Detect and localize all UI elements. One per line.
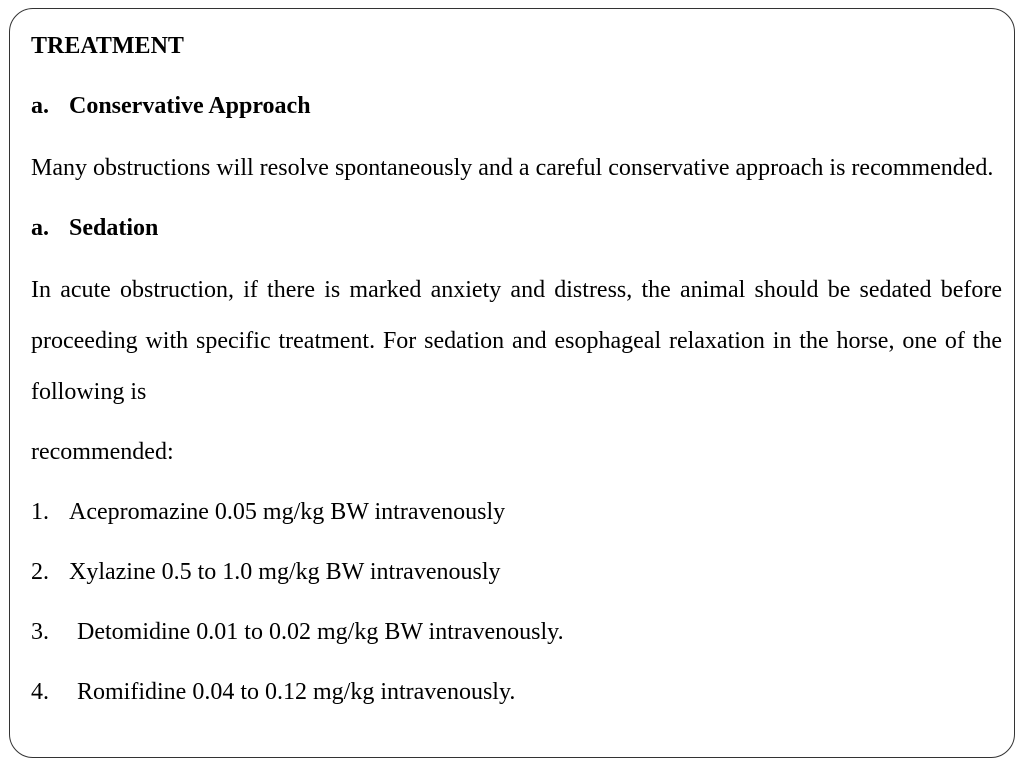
list-item-text: Acepromazine 0.05 mg/kg BW intravenously	[69, 499, 506, 525]
paragraph-sedation: In acute obstruction, if there is marked anxiety and distress, the animal should be sedated before proceeding with specific treatment. For sedation and esophageal relaxation in the horse, one of the following is	[31, 277, 1002, 405]
list-item-text: Detomidine 0.01 to 0.02 mg/kg BW intravenously.	[77, 619, 564, 645]
slide-frame	[9, 8, 1015, 758]
section-marker: a.	[31, 215, 49, 241]
list-item-text: Xylazine 0.5 to 1.0 mg/kg BW intravenously	[69, 559, 501, 585]
list-item-detomidine	[31, 617, 1002, 647]
slide-content	[31, 31, 1002, 737]
section-title-sedation	[31, 213, 1002, 243]
heading-treatment: TREATMENT	[31, 33, 184, 59]
section-marker: a.	[31, 93, 49, 119]
list-item-xylazine	[31, 557, 1002, 587]
section-title-text: Sedation	[69, 215, 159, 241]
list-item-text: Romifidine 0.04 to 0.12 mg/kg intravenously.	[77, 679, 516, 705]
section-title-text: Conservative Approach	[69, 93, 311, 119]
list-marker: 3.	[31, 619, 49, 645]
list-item-romifidine	[31, 677, 1002, 707]
list-marker: 4.	[31, 679, 49, 705]
section-title-conservative-approach	[31, 91, 1002, 121]
list-item-acepromazine	[31, 497, 1002, 527]
paragraph-sedation-continuation: recommended:	[31, 439, 174, 465]
paragraph-conservative-approach: Many obstructions will resolve spontaneously and a careful conservative approach is recommended.	[31, 155, 994, 181]
list-marker: 1.	[31, 499, 49, 525]
list-marker: 2.	[31, 559, 49, 585]
